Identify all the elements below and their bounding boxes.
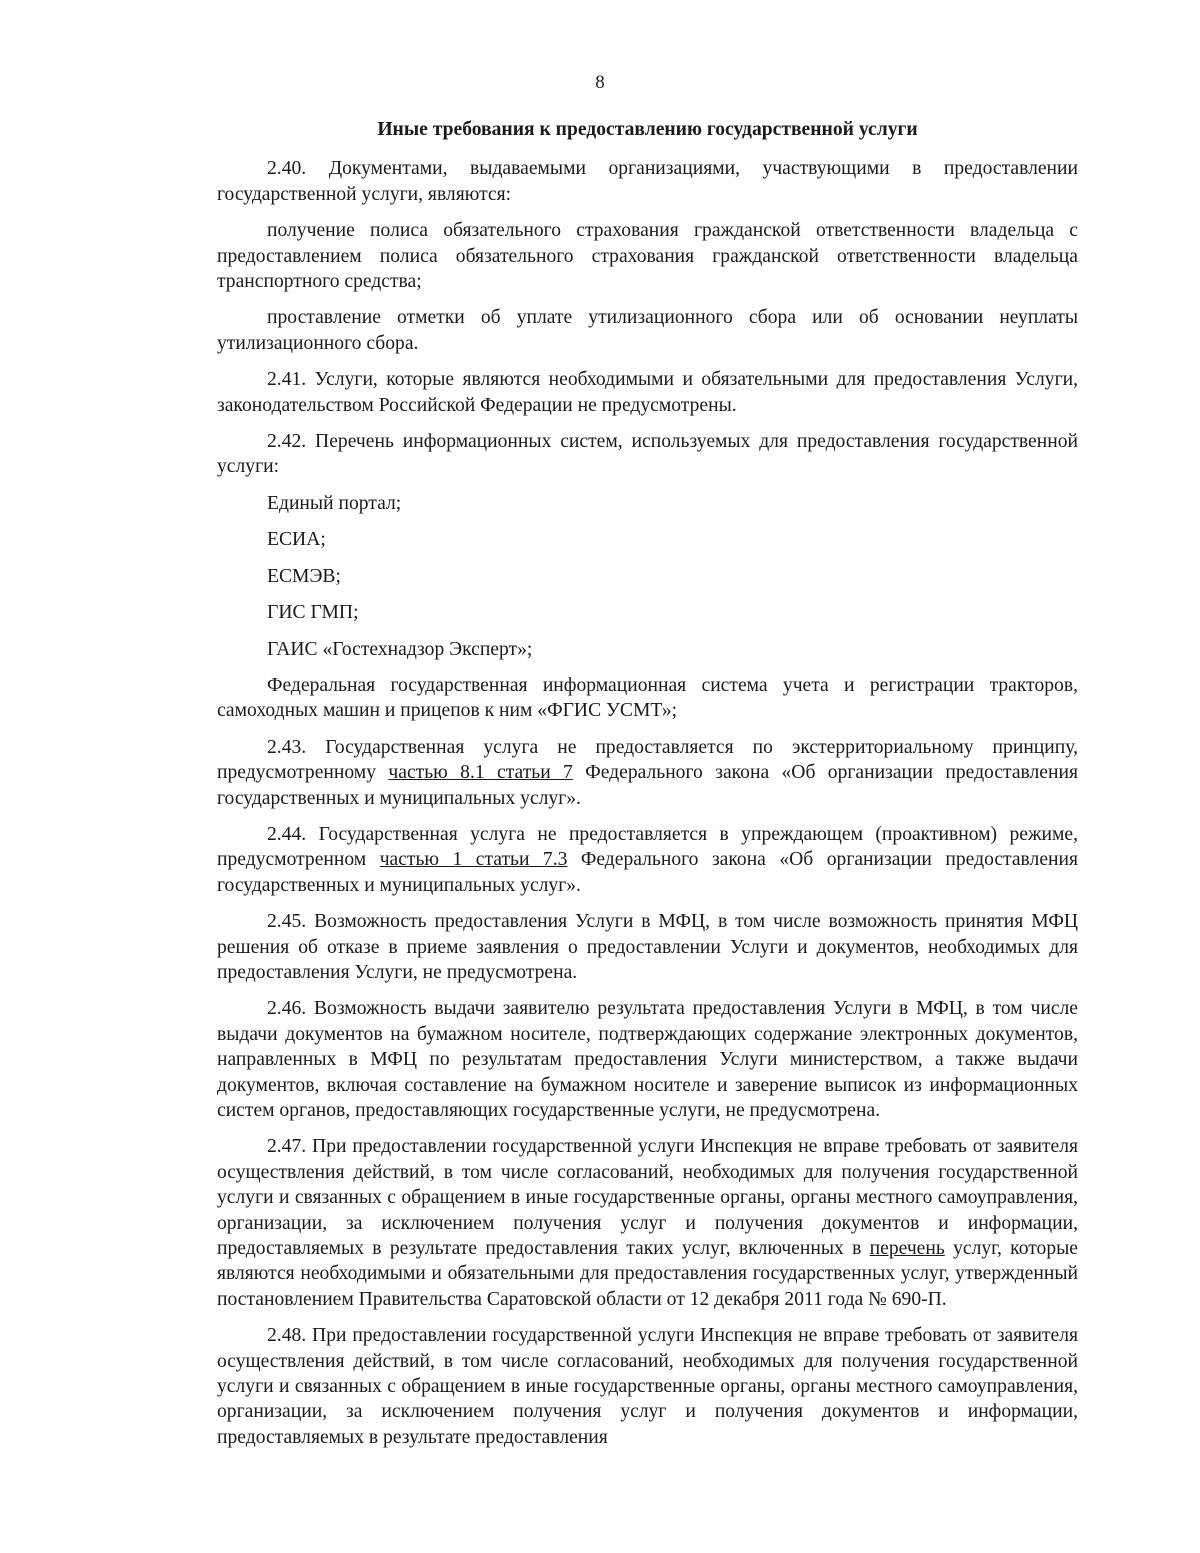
paragraph-2-43: [217, 735, 1078, 811]
paragraph-osago-policy: получение полиса обязательного страхования гражданской ответственности владельца с предоставлением полиса обязательного страхования гражданской ответственности владельца транспортного средства;: [217, 220, 1078, 293]
law-reference-link[interactable]: частью 1 статьи 7.3: [379, 849, 568, 871]
law-reference-link[interactable]: частью 8.1 статьи 7: [388, 762, 573, 784]
paragraph-2-42: 2.42. Перечень информационных систем, используемых для предоставления государственной услуги:: [217, 431, 1078, 478]
paragraph-utilization-fee: проставление отметки об уплате утилизационного сбора или об основании неуплаты утилизационного сбора.: [217, 307, 1078, 354]
info-system-item: ЕСИА;: [267, 529, 326, 551]
paragraph-2-44-text-end: Федерального закона «Об организации предоставления государственных и муниципальных услуг».: [217, 849, 1078, 896]
paragraph-2-43-text-end: Федерального закона «Об организации предоставления государственных и муниципальных услуг».: [217, 762, 1078, 809]
info-system-item: ГАИС «Гостехнадзор Эксперт»;: [267, 638, 533, 660]
paragraph-2-44: [217, 822, 1078, 898]
paragraph-2-47: [217, 1134, 1078, 1312]
paragraph-2-46: 2.46. Возможность выдачи заявителю результата предоставления Услуги в МФЦ, в том числе выдачи документов на бумажном носителе, подтверждающих содержание электронных документов, направленных в МФЦ по результатам предоставления Услуги министерством, а также выдачи документов, включая составление на бумажном носителе и заверение выписок из информационных систем органов, предоставляющих государственные услуги, не предусмотрена.: [217, 998, 1078, 1121]
document-body: [217, 117, 1078, 1461]
section-heading: Иные требования к предоставлению государственной услуги: [377, 119, 918, 140]
services-list-link[interactable]: перечень: [869, 1238, 945, 1260]
paragraph-2-48: 2.48. При предоставлении государственной услуги Инспекция не вправе требовать от заявителя осуществления действий, в том числе согласований, необходимых для получения государственной услуги и связанных с обращением в иные государственные органы, органы местного самоуправления, организации, за исключением получения услуг и получения документов и информации, предоставляемых в результате предоставления: [217, 1325, 1078, 1448]
info-system-item: ЕСМЭВ;: [267, 565, 341, 587]
page-number: 8: [595, 72, 605, 93]
info-system-item: Федеральная государственная информационная система учета и регистрации тракторов, самоходных машин и прицепов к ним «ФГИС УСМТ»;: [217, 674, 1078, 722]
paragraph-2-47-text-start: 2.47. При предоставлении государственной услуги Инспекция не вправе требовать от заявителя осуществления действий, в том числе согласований, необходимых для получения государственной услуги и связанных с обращением в иные государственные органы, органы местного самоуправления, организации, за исключением получения услуг и получения документов и информации, предоставляемых в результате предоставления таких услуг, включенных в: [217, 1136, 1078, 1260]
paragraph-2-43-text-start: 2.43. Государственная услуга не предоставляется по экстерриториальному принципу, предусмотренному: [217, 736, 1078, 784]
paragraph-2-40: 2.40. Документами, выдаваемыми организациями, участвующими в предоставлении государственной услуги, являются:: [217, 158, 1078, 205]
info-system-item: Единый портал;: [267, 492, 402, 514]
info-system-item: ГИС ГМП;: [267, 602, 359, 624]
paragraph-2-44-text-start: 2.44. Государственная услуга не предоставляется в упреждающем (проактивном) режиме, предусмотренном: [217, 823, 1078, 871]
paragraph-2-45: 2.45. Возможность предоставления Услуги в МФЦ, в том числе возможность принятия МФЦ решения об отказе в приеме заявления о предоставлении Услуги и документов, необходимых для предоставления Услуги, не предусмотрена.: [217, 911, 1078, 983]
paragraph-2-47-text-end: услуг, которые являются необходимыми и обязательными для предоставления государственных услуг, утвержденный постановлением Правительства Саратовской области от 12 декабря 2011 года № 690-П.: [217, 1238, 1078, 1310]
paragraph-2-41: 2.41. Услуги, которые являются необходимыми и обязательными для предоставления Услуги, законодательством Российской Федерации не предусмотрены.: [217, 369, 1078, 416]
